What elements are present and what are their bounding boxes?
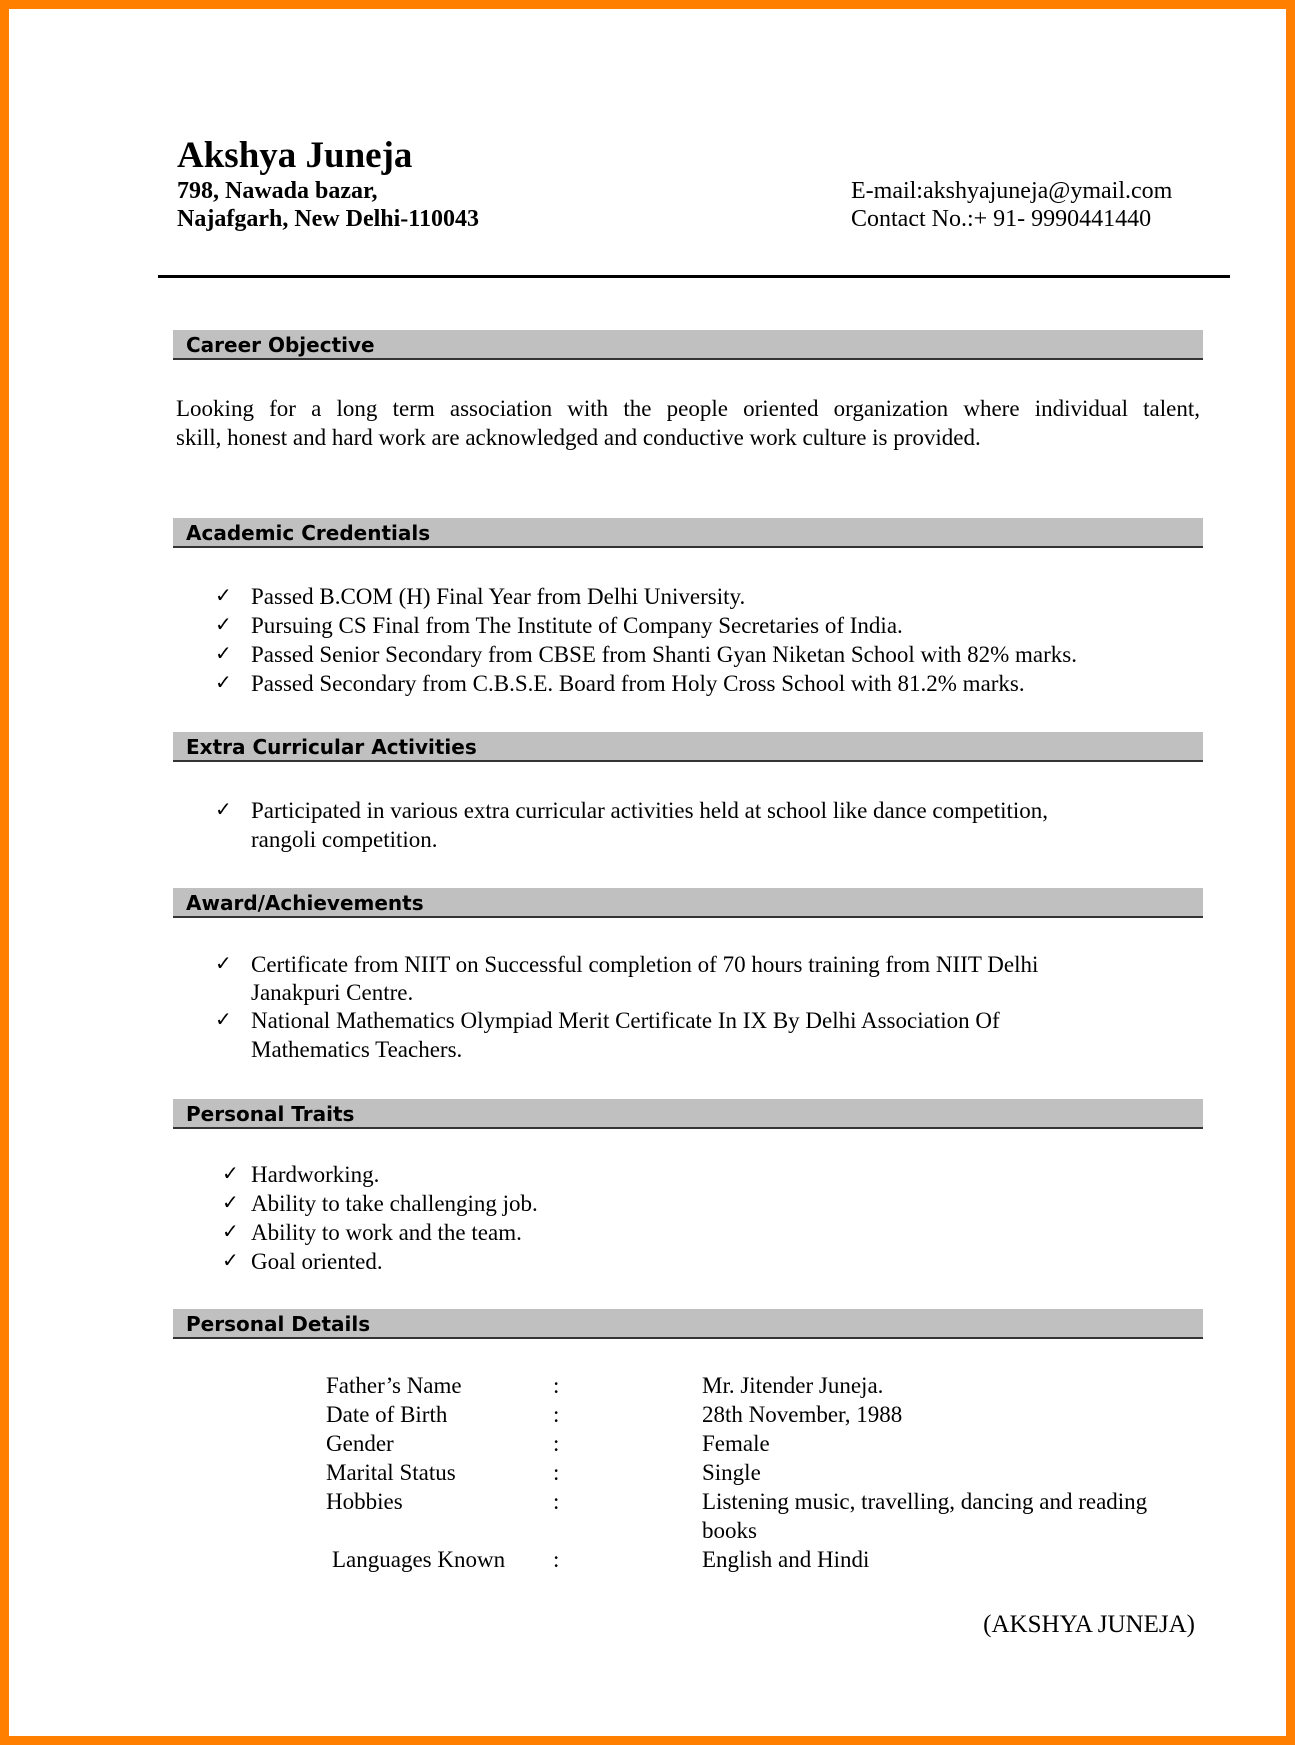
address-line-1: 798, Nawada bazar,	[177, 178, 378, 204]
list-item-continued: rangoli competition.	[251, 827, 438, 852]
detail-value: Listening music, travelling, dancing and reading	[702, 1489, 1148, 1514]
check-icon: ✓	[215, 799, 232, 821]
detail-label: Languages Known	[332, 1547, 506, 1572]
list-item: National Mathematics Olympiad Merit Certificate In IX By Delhi Association Of	[251, 1008, 1000, 1033]
check-icon: ✓	[215, 643, 232, 665]
detail-separator: :	[553, 1431, 560, 1456]
detail-label: Hobbies	[326, 1489, 403, 1514]
section-title: Personal Details	[186, 1312, 371, 1336]
list-item: Goal oriented.	[251, 1249, 383, 1274]
detail-value: English and Hindi	[702, 1547, 870, 1572]
list-item-continued: Mathematics Teachers.	[251, 1037, 463, 1062]
career-objective-line-2: skill, honest and hard work are acknowledged and conductive work culture is provided.	[176, 425, 981, 450]
check-icon: ✓	[222, 1163, 239, 1185]
detail-value: Mr. Jitender Juneja.	[702, 1373, 884, 1398]
candidate-name: Akshya Juneja	[177, 135, 413, 176]
section-title: Extra Curricular Activities	[186, 735, 477, 759]
section-title: Career Objective	[186, 333, 375, 357]
section-header-awards	[173, 888, 1203, 918]
detail-separator: :	[553, 1460, 560, 1485]
list-item: Certificate from NIIT on Successful completion of 70 hours training from NIIT Delhi	[251, 952, 1039, 977]
list-item: Pursuing CS Final from The Institute of Company Secretaries of India.	[251, 613, 903, 638]
list-item-continued: Janakpuri Centre.	[251, 980, 414, 1005]
detail-separator: :	[553, 1547, 560, 1572]
section-title: Academic Credentials	[186, 521, 431, 545]
list-item: Passed Secondary from C.B.S.E. Board from Holy Cross School with 81.2% marks.	[251, 671, 1025, 696]
section-title: Award/Achievements	[186, 891, 424, 915]
detail-separator: :	[553, 1402, 560, 1427]
list-item: Participated in various extra curricular activities held at school like dance competition,	[251, 798, 1049, 823]
career-objective-line-1: Looking for a long term association with the people oriented organization where individual talent,	[176, 396, 1200, 421]
detail-label: Gender	[326, 1431, 394, 1456]
email: E-mail:akshyajuneja@ymail.com	[851, 178, 1173, 204]
detail-label: Date of Birth	[326, 1402, 448, 1427]
resume-page	[9, 9, 1286, 1736]
check-icon: ✓	[215, 953, 232, 975]
section-header-academic	[173, 518, 1203, 548]
contact-number: Contact No.:+ 91- 9990441440	[851, 206, 1152, 232]
check-icon: ✓	[215, 614, 232, 636]
section-title: Personal Traits	[186, 1102, 355, 1126]
list-item: Ability to take challenging job.	[251, 1191, 538, 1216]
check-icon: ✓	[222, 1192, 239, 1214]
check-icon: ✓	[215, 672, 232, 694]
address-line-2: Najafgarh, New Delhi-110043	[177, 206, 479, 232]
section-header-career-objective	[173, 330, 1203, 360]
section-header-personal-details	[173, 1309, 1203, 1339]
list-item: Passed B.COM (H) Final Year from Delhi University.	[251, 584, 746, 609]
list-item: Hardworking.	[251, 1162, 380, 1187]
header-divider	[158, 275, 1230, 278]
list-item: Passed Senior Secondary from CBSE from Shanti Gyan Niketan School with 82% marks.	[251, 642, 1077, 667]
detail-value: 28th November, 1988	[702, 1402, 903, 1427]
list-item: Ability to work and the team.	[251, 1220, 522, 1245]
detail-value: Single	[702, 1460, 761, 1485]
detail-label: Father’s Name	[326, 1373, 462, 1398]
check-icon: ✓	[222, 1221, 239, 1243]
detail-value-continued: books	[702, 1518, 757, 1543]
detail-label: Marital Status	[326, 1460, 456, 1485]
section-header-personal-traits	[173, 1099, 1203, 1129]
detail-value: Female	[702, 1431, 770, 1456]
check-icon: ✓	[215, 1009, 232, 1031]
check-icon: ✓	[222, 1250, 239, 1272]
section-header-extra-curricular	[173, 732, 1203, 762]
detail-separator: :	[553, 1489, 560, 1514]
check-icon: ✓	[215, 585, 232, 607]
detail-separator: :	[553, 1373, 560, 1398]
signature: (AKSHYA JUNEJA)	[983, 1611, 1195, 1638]
